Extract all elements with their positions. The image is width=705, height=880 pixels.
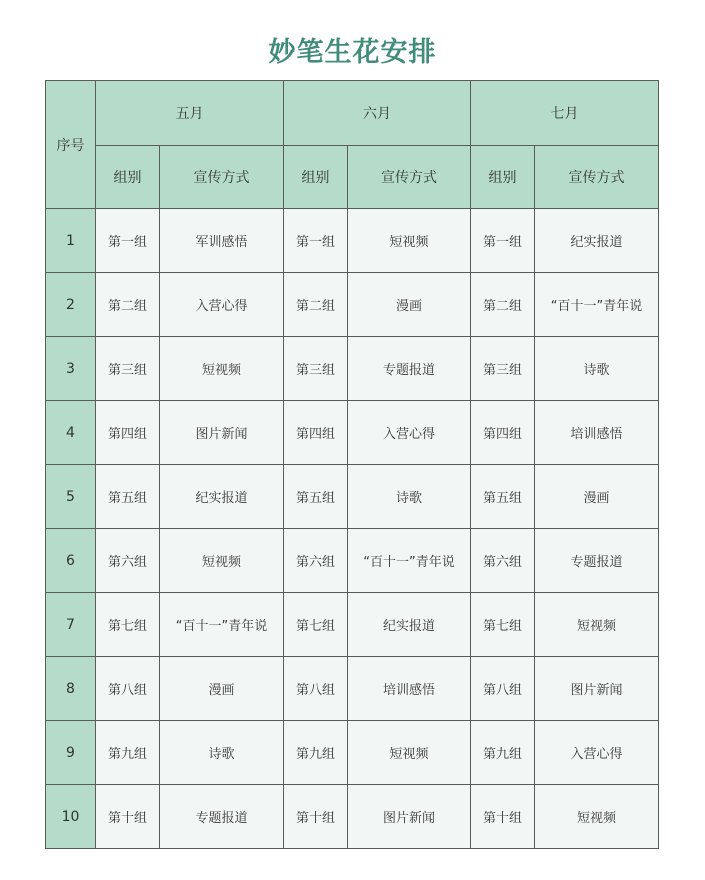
group-cell: 第五组	[471, 465, 535, 529]
group-cell: 第五组	[284, 465, 348, 529]
group-cell: 第七组	[96, 593, 160, 657]
group-cell: 第七组	[284, 593, 348, 657]
group-cell: 第九组	[284, 721, 348, 785]
group-cell: 第二组	[96, 273, 160, 337]
method-cell: 漫画	[160, 657, 284, 721]
index-cell: 7	[46, 593, 96, 657]
index-header: 序号	[46, 81, 96, 209]
method-cell: “百十一”青年说	[348, 529, 471, 593]
method-cell: 诗歌	[348, 465, 471, 529]
group-header: 组别	[96, 146, 160, 209]
group-cell: 第八组	[471, 657, 535, 721]
method-cell: 短视频	[160, 337, 284, 401]
method-cell: 入营心得	[160, 273, 284, 337]
group-cell: 第四组	[96, 401, 160, 465]
method-cell: 纪实报道	[348, 593, 471, 657]
group-cell: 第六组	[471, 529, 535, 593]
method-cell: 短视频	[160, 529, 284, 593]
index-cell: 10	[46, 785, 96, 849]
sub-header-row	[46, 146, 659, 209]
method-cell: “百十一”青年说	[535, 273, 659, 337]
schedule-table	[45, 80, 659, 849]
table-row	[46, 273, 659, 337]
group-cell: 第四组	[284, 401, 348, 465]
method-cell: 专题报道	[535, 529, 659, 593]
table-row	[46, 209, 659, 273]
group-cell: 第六组	[96, 529, 160, 593]
index-cell: 4	[46, 401, 96, 465]
method-cell: 军训感悟	[160, 209, 284, 273]
group-cell: 第十组	[96, 785, 160, 849]
group-cell: 第十组	[284, 785, 348, 849]
method-cell: 图片新闻	[160, 401, 284, 465]
group-cell: 第七组	[471, 593, 535, 657]
group-cell: 第九组	[471, 721, 535, 785]
method-cell: 诗歌	[535, 337, 659, 401]
group-cell: 第三组	[284, 337, 348, 401]
method-cell: 诗歌	[160, 721, 284, 785]
group-cell: 第八组	[284, 657, 348, 721]
index-cell: 5	[46, 465, 96, 529]
method-cell: 漫画	[348, 273, 471, 337]
group-cell: 第三组	[96, 337, 160, 401]
month-header-june: 六月	[284, 81, 471, 146]
group-cell: 第二组	[284, 273, 348, 337]
method-cell: 纪实报道	[535, 209, 659, 273]
method-cell: “百十一”青年说	[160, 593, 284, 657]
table-row	[46, 785, 659, 849]
method-cell: 入营心得	[535, 721, 659, 785]
table-row	[46, 593, 659, 657]
index-cell: 2	[46, 273, 96, 337]
group-cell: 第三组	[471, 337, 535, 401]
method-cell: 专题报道	[160, 785, 284, 849]
group-cell: 第一组	[284, 209, 348, 273]
index-cell: 8	[46, 657, 96, 721]
index-cell: 3	[46, 337, 96, 401]
method-header: 宣传方式	[160, 146, 284, 209]
group-cell: 第一组	[96, 209, 160, 273]
index-cell: 6	[46, 529, 96, 593]
group-cell: 第十组	[471, 785, 535, 849]
method-cell: 培训感悟	[535, 401, 659, 465]
group-cell: 第四组	[471, 401, 535, 465]
method-cell: 漫画	[535, 465, 659, 529]
method-cell: 纪实报道	[160, 465, 284, 529]
month-header-row	[46, 81, 659, 146]
table-row	[46, 337, 659, 401]
group-cell: 第五组	[96, 465, 160, 529]
group-cell: 第六组	[284, 529, 348, 593]
table-row	[46, 657, 659, 721]
group-cell: 第九组	[96, 721, 160, 785]
method-cell: 短视频	[348, 721, 471, 785]
method-cell: 短视频	[535, 593, 659, 657]
group-header: 组别	[471, 146, 535, 209]
method-cell: 图片新闻	[535, 657, 659, 721]
method-cell: 入营心得	[348, 401, 471, 465]
index-cell: 1	[46, 209, 96, 273]
month-header-may: 五月	[96, 81, 284, 146]
method-header: 宣传方式	[348, 146, 471, 209]
group-cell: 第八组	[96, 657, 160, 721]
method-header: 宣传方式	[535, 146, 659, 209]
method-cell: 专题报道	[348, 337, 471, 401]
table-row	[46, 465, 659, 529]
method-cell: 短视频	[348, 209, 471, 273]
group-header: 组别	[284, 146, 348, 209]
method-cell: 短视频	[535, 785, 659, 849]
index-cell: 9	[46, 721, 96, 785]
method-cell: 图片新闻	[348, 785, 471, 849]
group-cell: 第一组	[471, 209, 535, 273]
group-cell: 第二组	[471, 273, 535, 337]
table-row	[46, 529, 659, 593]
month-header-july: 七月	[471, 81, 659, 146]
method-cell: 培训感悟	[348, 657, 471, 721]
page-title: 妙笔生花安排	[268, 37, 437, 68]
table-row	[46, 401, 659, 465]
table-row	[46, 721, 659, 785]
